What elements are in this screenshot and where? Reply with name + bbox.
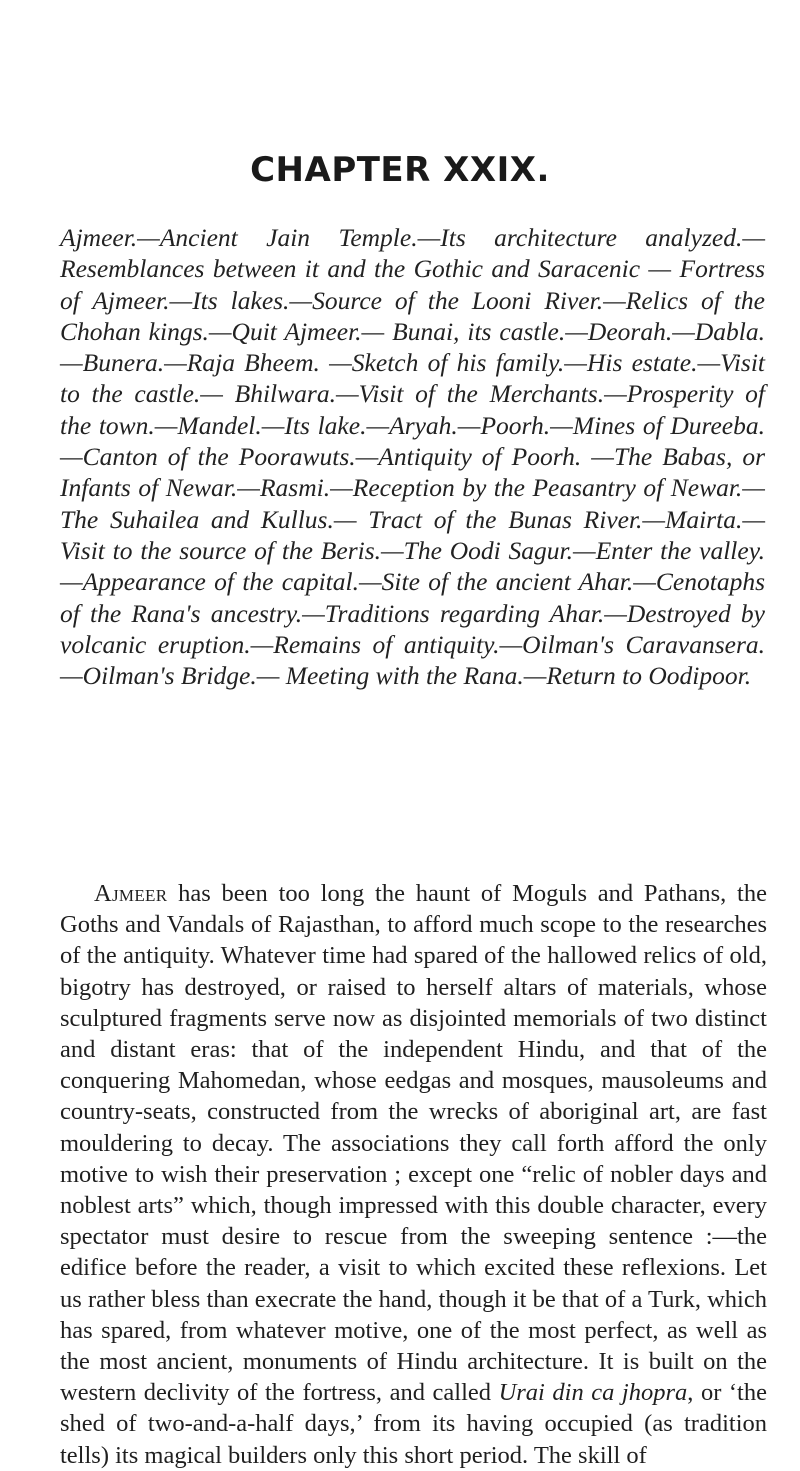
paragraph-text-part-2: , or ‘the shed of two-and-a-half days,’ from its having occupied (as tradition tells) its magical builders only this short period. The skill of [60, 1379, 767, 1469]
chapter-heading: CHAPTER XXIX. [250, 150, 550, 190]
body-text [60, 878, 767, 1471]
paragraph-text-part-1: has been too long the haunt of Moguls and Pathans, the Goths and Vandals of Rajasthan, to afford much scope to the researches of the antiquity. Whatever time had spared of the hallowed relics of old, bigotry has destroyed, or raised to herself altars of materials, whose sculptured fragments serve now as disjointed memorials of two distinct and distant eras: that of the independent Hindu, and that of the conquering Mahomedan, whose eedgas and mosques, mausoleums and country-seats, constructed from the wrecks of aboriginal art, are fast mouldering to decay. The associations they call forth afford the only motive to wish their preservation ; except one “relic of nobler days and noblest arts” which, though impressed with this double character, every spectator must desire to rescue from the sweeping sentence :—the edifice before the reader, a visit to which excited these reflexions. Let us rather bless than execrate the hand, though it be that of a Turk, which has spared, from whatever motive, one of the most perfect, as well as the most ancient, monuments of Hindu architecture. It is built on the western declivity of the fortress, and called [60, 880, 767, 1407]
opening-word: Ajmeer [94, 880, 168, 907]
italic-phrase: Urai din ca jhopra [498, 1379, 688, 1407]
chapter-summary: Ajmeer.—Ancient Jain Temple.—Its architecture analyzed.— Resemblances between it and the Gothic and Saracenic — Fortress of Ajmeer.—Its lakes.—Source of the Looni River.—Relics of the Chohan kings.—Quit Ajmeer.— Bunai, its castle.—Deorah.—Dabla.—Bunera.—Raja Bheem. —Sketch of his family.—His estate.—Visit to the castle.— Bhilwara.—Visit of the Merchants.—Prosperity of the town.—Mandel.—Its lake.—Aryah.—Poorh.—Mines of Dureeba.—Canton of the Poorawuts.—Antiquity of Poorh. —The Babas, or Infants of Newar.—Rasmi.—Reception by the Peasantry of Newar.—The Suhailea and Kullus.— Tract of the Bunas River.—Mairta.—Visit to the source of the Beris.—The Oodi Sagur.—Enter the valley.—Appearance of the capital.—Site of the ancient Ahar.—Cenotaphs of the Rana's ancestry.—Traditions regarding Ahar.—Destroyed by volcanic eruption.—Remains of antiquity.—Oilman's Caravansera.—Oilman's Bridge.— Meeting with the Rana.—Return to Oodipoor. [60, 223, 765, 691]
body-paragraph [60, 878, 767, 1471]
